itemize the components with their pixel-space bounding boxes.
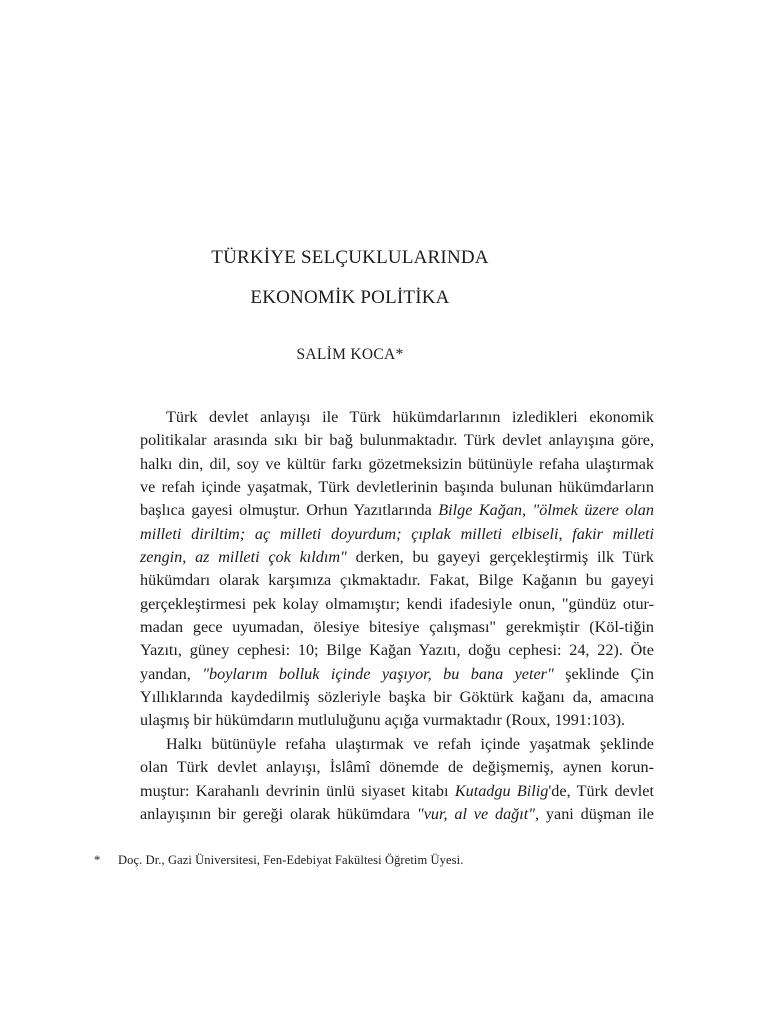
text-line: Yıllıklarında kaydedilmiş sözleriyle başka bir Göktürk kağanı da, amacına [140, 688, 654, 707]
text-line: ve refah içinde yaşatmak, Türk devletlerinin başında bulunan hükümdarların [140, 478, 654, 497]
footnote-mark: * [94, 853, 101, 867]
text-line: Türk devlet anlayışı ile Türk hükümdarlarının izledikleri ekonomik [166, 408, 654, 426]
text-span: yani düşman ile [539, 804, 654, 823]
text-line: madan gece uyumadan, ölesiye bitesiye çalışması" gerekmiştir (Köl-tiğin [140, 618, 654, 637]
italic-quote: Bilge Kağan, "ölmek üzere olan [438, 501, 654, 520]
text-line [140, 523, 654, 546]
text-span: başlıca gayesi olmuştur. Orhun Yazıtlarında [140, 501, 439, 520]
text-line: politikalar arasında sıkı bir bağ bulunmaktadır. Türk devlet anlayışına göre, [140, 431, 654, 450]
paragraph-2 [140, 733, 654, 826]
article-title-line-1: TÜRKİYE SELÇUKLULARINDA [211, 247, 489, 268]
italic-book-title: Kutadgu Bilig [454, 781, 549, 800]
italic-quote: "boylarım bolluk içinde yaşıyor, bu bana yeter" [202, 664, 554, 683]
footnote [94, 853, 463, 868]
text-span: anlayışının bir gereği olarak hükümdara [140, 804, 417, 823]
text-line [140, 546, 654, 569]
footnote-text: Doç. Dr., Gazi Üniversitesi, Fen-Edebiyat Fakültesi Öğretim Üyesi. [118, 853, 464, 867]
paragraph-1 [140, 406, 654, 733]
italic-quote: zengin, az milleti çok kıldım" [140, 548, 347, 567]
text-line [140, 780, 654, 803]
article-title-line-2: EKONOMİK POLİTİKA [250, 287, 450, 308]
text-span: 'de, Türk devlet [548, 781, 654, 800]
text-span: muştur: Karahanlı devrinin ünlü siyaset kitabı [140, 781, 455, 800]
text-span: şeklinde Çin [553, 664, 654, 683]
text-line: gerçekleştirmesi pek kolay olmamıştır; kendi ifadesiyle onun, "gündüz otur- [140, 594, 654, 613]
text-span: yandan, [140, 664, 203, 683]
article-body [140, 406, 654, 826]
text-line: halkı din, dil, soy ve kültür farkı gözetmeksizin bütünüyle refaha ulaştırmak [140, 454, 654, 473]
text-span: derken, bu gayeyi gerçekleştirmiş ilk Türk [346, 548, 654, 567]
italic-quote: milleti diriltim; aç milleti doyurdum; çıplak milleti elbiseli, fakir milleti [140, 524, 654, 543]
text-line [140, 663, 654, 686]
author-name: SALİM KOCA* [296, 346, 404, 363]
text-line: ulaşmış bir hükümdarın mutluluğunu açığa vurmaktadır (Roux, 1991:103). [140, 711, 626, 730]
italic-quote: "vur, al ve dağıt", [416, 804, 540, 823]
text-line: olan Türk devlet anlayışı, İslâmî dönemde de değişmemiş, aynen korun- [140, 758, 654, 777]
text-line: Halkı bütünüyle refaha ulaştırmak ve refah içinde yaşatmak şeklinde [166, 734, 654, 753]
text-line [140, 803, 654, 826]
text-line [140, 499, 654, 522]
text-line: hükümdarı olarak karşımıza çıkmaktadır. Fakat, Bilge Kağanın bu gayeyi [140, 571, 654, 590]
text-line: Yazıtı, güney cephesi: 10; Bilge Kağan Yazıtı, doğu cephesi: 24, 22). Öte [140, 641, 654, 660]
